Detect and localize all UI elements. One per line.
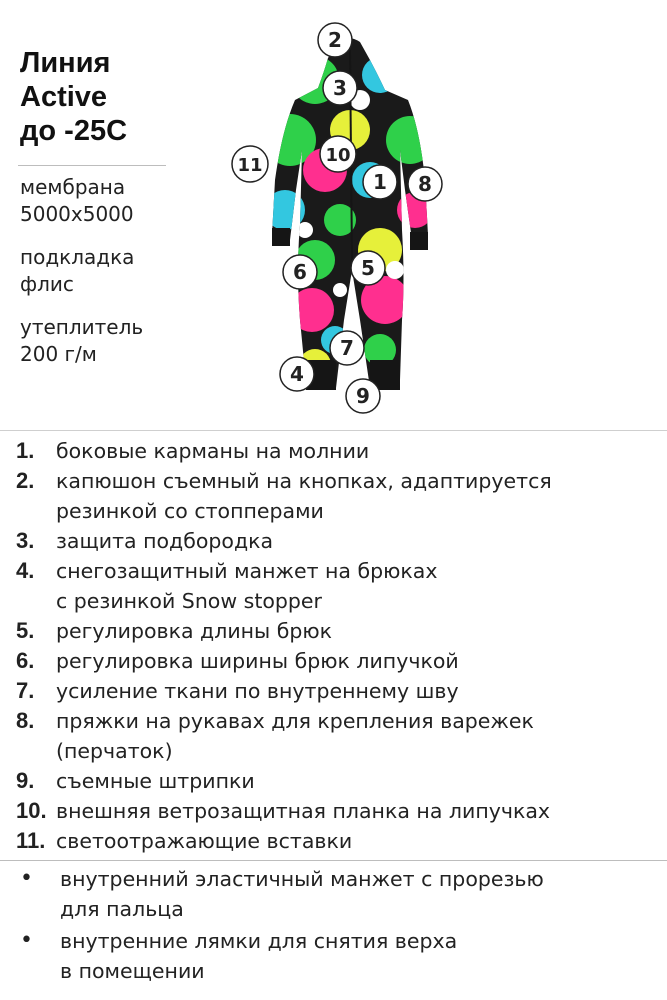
spec-lining — [20, 244, 134, 298]
feature-number: 7. — [16, 678, 35, 703]
svg-text:9: 9 — [356, 384, 370, 408]
svg-text:4: 4 — [290, 362, 304, 386]
title-line-3: до -25С — [20, 115, 128, 147]
callout-3 — [323, 71, 357, 105]
feature-text: резинкой со стопперами — [56, 499, 324, 523]
feature-number: 11. — [16, 828, 46, 853]
extra-text: внутренние лямки для снятия верха — [60, 929, 458, 953]
callout-7 — [330, 331, 364, 365]
callout-10 — [320, 136, 356, 172]
svg-text:6: 6 — [293, 260, 307, 284]
feature-number: 2. — [16, 468, 35, 493]
feature-text: регулировка ширины брюк липучкой — [56, 649, 459, 673]
title-line-1: Линия — [20, 47, 111, 79]
spec-value: флис — [20, 272, 74, 296]
svg-text:1: 1 — [373, 170, 387, 194]
callout-6 — [283, 255, 317, 289]
callout-1 — [363, 165, 397, 199]
features-list — [16, 436, 656, 856]
spec-value: 200 г/м — [20, 342, 97, 366]
feature-item — [16, 706, 656, 766]
feature-text: внешняя ветрозащитная планка на липучках — [56, 799, 551, 823]
feature-number: 10. — [16, 798, 47, 823]
extras-list — [16, 864, 656, 988]
feature-number: 3. — [16, 528, 35, 553]
feature-text: защита подбородка — [56, 529, 274, 553]
feature-item — [16, 616, 656, 646]
feature-text: с резинкой Snow stopper — [56, 589, 322, 613]
svg-text:8: 8 — [418, 172, 432, 196]
feature-text: светоотражающие вставки — [56, 829, 353, 853]
title-divider — [18, 165, 166, 166]
feature-text: пряжки на рукавах для крепления варежек — [56, 709, 534, 733]
section-divider — [0, 430, 667, 431]
svg-text:5: 5 — [361, 256, 375, 280]
callout-4 — [280, 357, 314, 391]
svg-text:11: 11 — [237, 155, 263, 176]
extra-text: в помещении — [60, 959, 205, 983]
bullet-icon: • — [20, 866, 33, 891]
bullet-icon: • — [20, 928, 33, 953]
feature-item — [16, 646, 656, 676]
extra-item — [16, 926, 656, 986]
feature-number: 6. — [16, 648, 35, 673]
spec-label: мембрана — [20, 175, 126, 199]
feature-text: снегозащитный манжет на брюках — [56, 559, 438, 583]
callout-8 — [408, 167, 442, 201]
callout-2 — [318, 23, 352, 57]
callout-11 — [232, 146, 268, 182]
feature-item — [16, 826, 656, 856]
spec-value: 5000х5000 — [20, 202, 134, 226]
feature-item — [16, 436, 656, 466]
snowsuit-image — [220, 20, 480, 420]
svg-text:2: 2 — [328, 28, 342, 52]
extra-text: для пальца — [60, 897, 184, 921]
feature-text: съемные штрипки — [56, 769, 255, 793]
title-line-2: Active — [20, 81, 108, 113]
feature-item — [16, 676, 656, 706]
extra-item — [16, 864, 656, 924]
spec-insulation — [20, 314, 143, 368]
feature-text: усиление ткани по внутреннему шву — [56, 679, 459, 703]
product-title — [20, 46, 170, 148]
spec-label: подкладка — [20, 245, 135, 269]
feature-text: (перчаток) — [56, 739, 173, 763]
extras-divider — [0, 860, 667, 861]
feature-number: 1. — [16, 438, 35, 463]
callout-5 — [351, 251, 385, 285]
feature-number: 5. — [16, 618, 35, 643]
callout-9 — [346, 379, 380, 413]
feature-item — [16, 526, 656, 556]
feature-item — [16, 466, 656, 526]
extra-text: внутренний эластичный манжет с прорезью — [60, 867, 544, 891]
svg-text:7: 7 — [340, 336, 354, 360]
feature-text: боковые карманы на молнии — [56, 439, 370, 463]
feature-text: регулировка длины брюк — [56, 619, 333, 643]
spec-label: утеплитель — [20, 315, 144, 339]
feature-number: 9. — [16, 768, 35, 793]
svg-text:10: 10 — [325, 145, 351, 166]
feature-item — [16, 556, 656, 616]
feature-number: 8. — [16, 708, 35, 733]
spec-membrane — [20, 174, 134, 228]
feature-number: 4. — [16, 558, 35, 583]
feature-text: капюшон съемный на кнопках, адаптируется — [56, 469, 552, 493]
svg-text:3: 3 — [333, 76, 347, 100]
feature-item — [16, 796, 656, 826]
feature-item — [16, 766, 656, 796]
